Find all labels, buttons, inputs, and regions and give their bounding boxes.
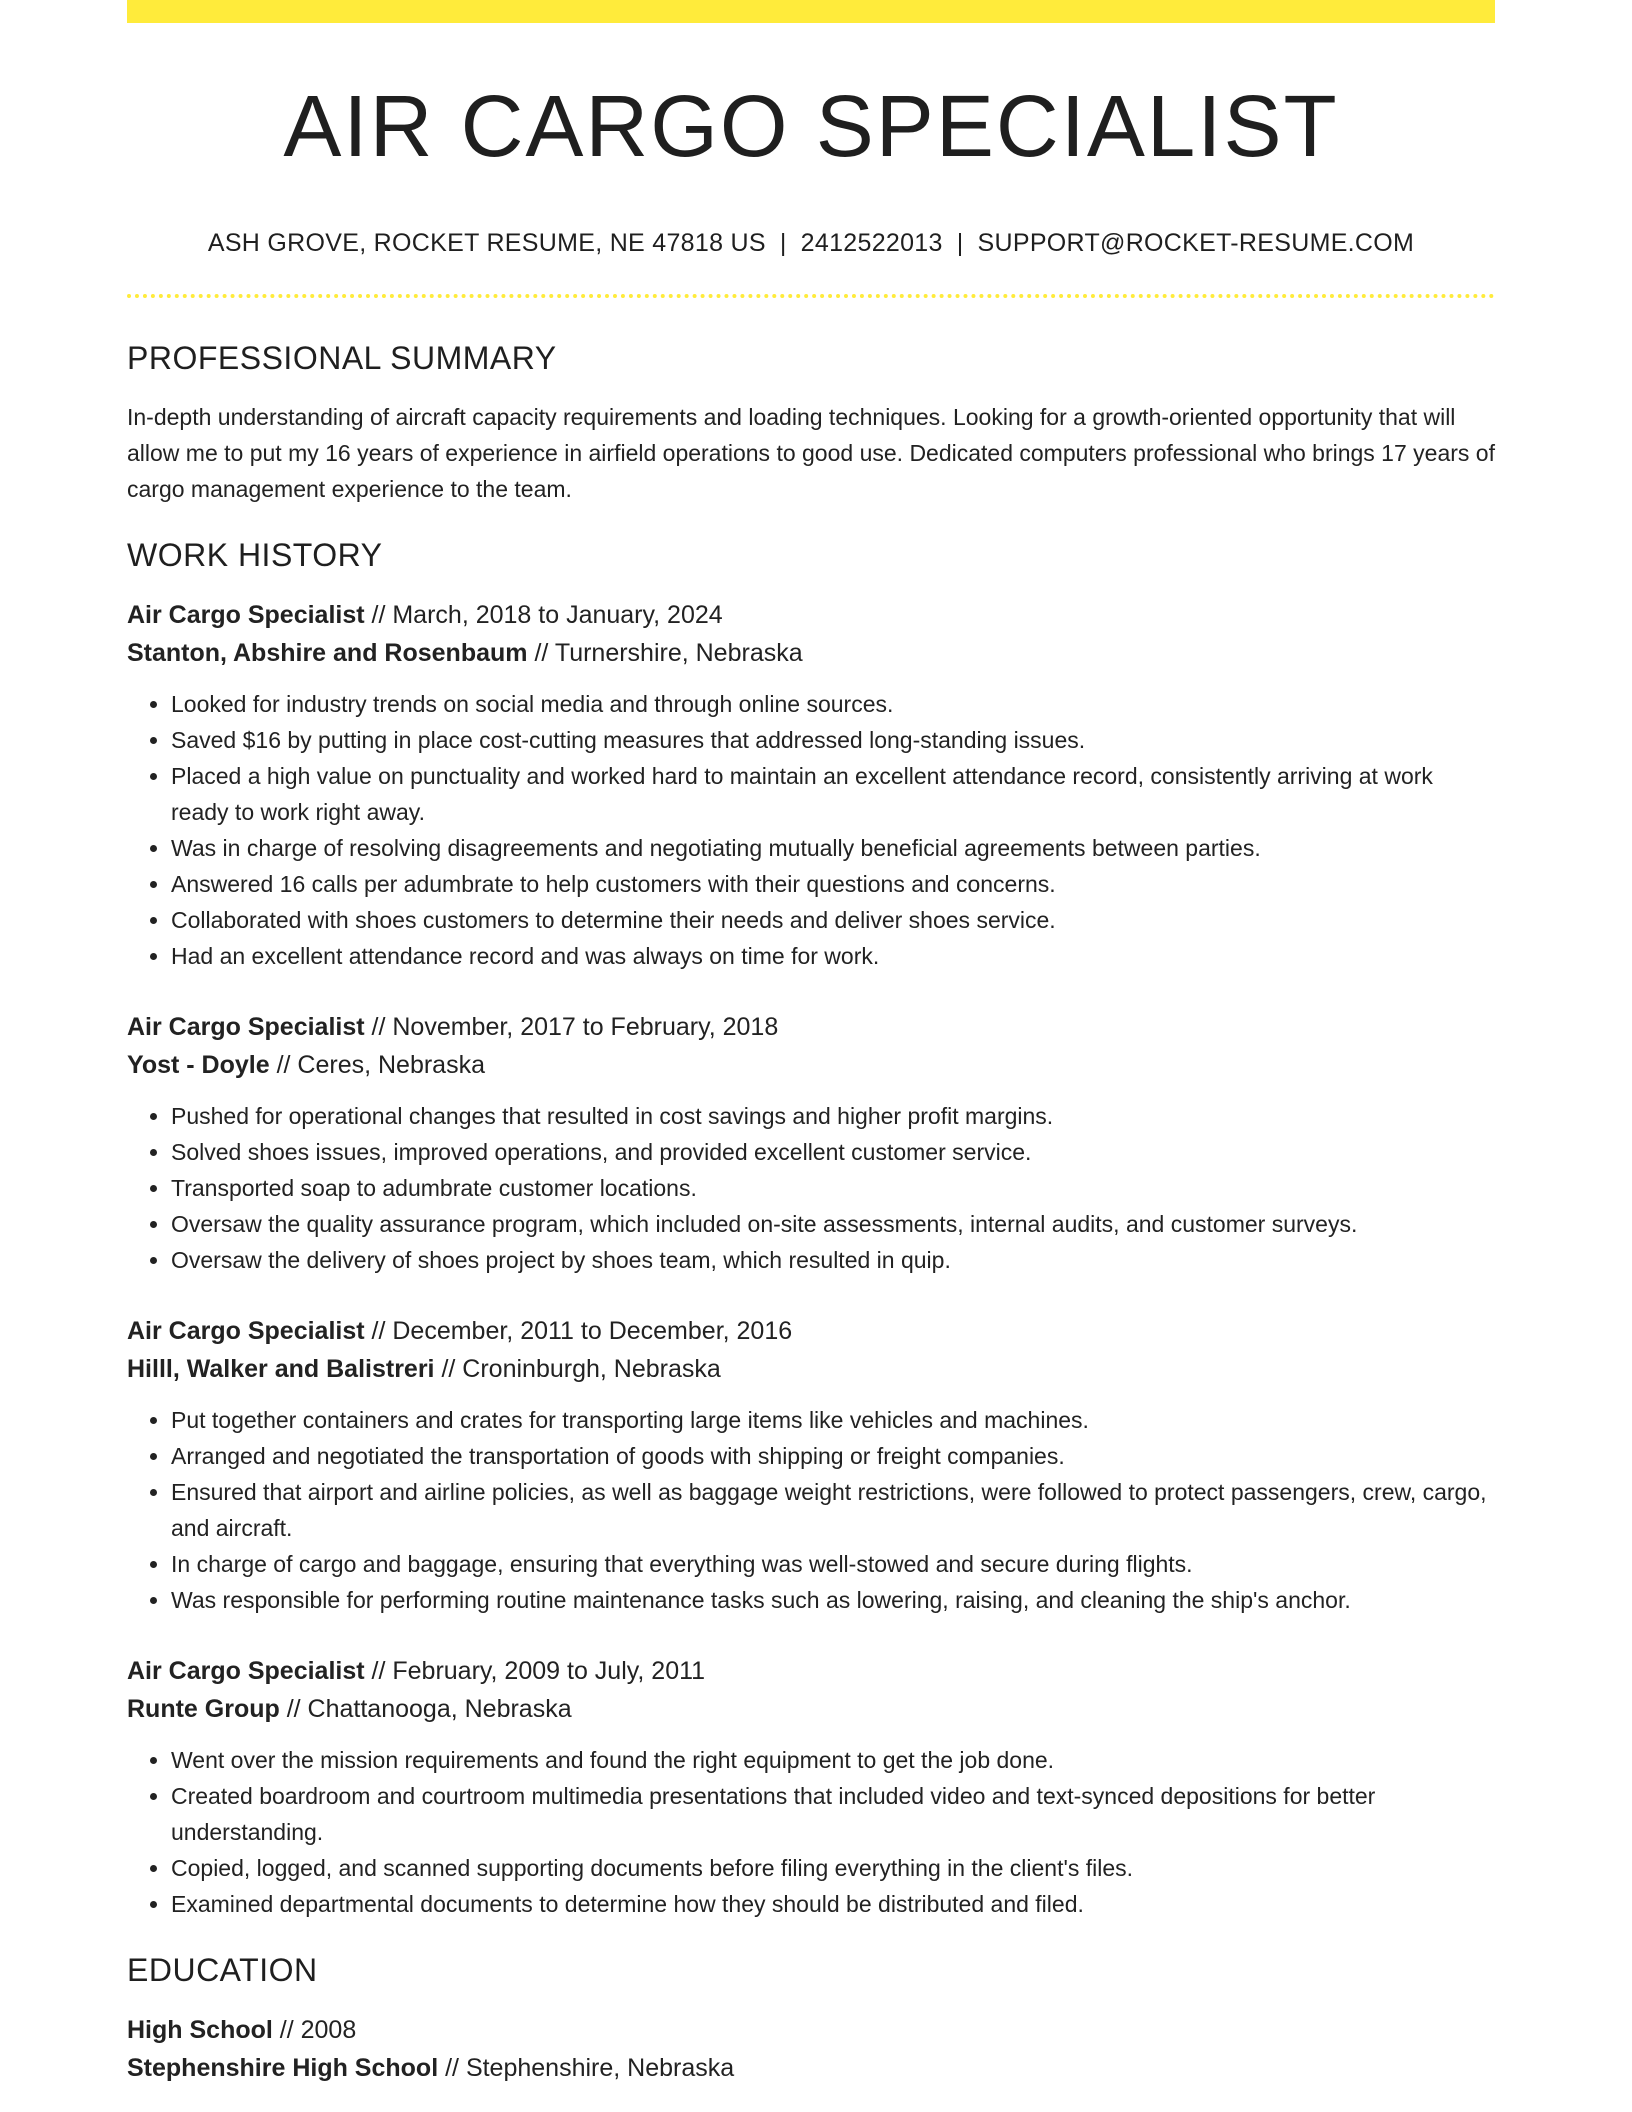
job-company-line (127, 1690, 1495, 1728)
list-item: • Had an excellent attendance record and was always on time for work. (171, 938, 1495, 974)
list-item: • Oversaw the delivery of shoes project by shoes team, which resulted in quip. (171, 1242, 1495, 1278)
list-item: • Transported soap to adumbrate customer locations. (171, 1170, 1495, 1206)
list-item: • Oversaw the quality assurance program, which included on-site assessments, internal audits, and customer surveys. (171, 1206, 1495, 1242)
contact-separator: | (779, 229, 787, 258)
education-heading: EDUCATION (127, 1952, 318, 1989)
list-item: • Answered 16 calls per adumbrate to help customers with their questions and concerns. (171, 866, 1495, 902)
job-company: Yost - Doyle (127, 1051, 270, 1080)
list-item: • Arranged and negotiated the transportation of goods with shipping or freight companies. (171, 1438, 1495, 1474)
job-entry (127, 1652, 1495, 1922)
list-item: • Created boardroom and courtroom multimedia presentations that included video and text-synced depositions for better understanding. (171, 1778, 1495, 1850)
education-location: // Stephenshire, Nebraska (438, 2054, 735, 2083)
job-entry (127, 1312, 1495, 1618)
contact-phone: 2412522013 (800, 229, 943, 258)
contact-line (127, 228, 1495, 258)
contact-email[interactable]: SUPPORT@ROCKET-RESUME.COM (977, 229, 1415, 258)
list-item: • Copied, logged, and scanned supporting documents before filing everything in the client's files. (171, 1850, 1495, 1886)
job-bullets (127, 1098, 1495, 1278)
job-dates: // November, 2017 to February, 2018 (364, 1013, 779, 1042)
job-role-line (127, 1008, 1495, 1046)
job-location: // Ceres, Nebraska (269, 1051, 485, 1080)
education-list (127, 2011, 1495, 2087)
job-company-line (127, 1046, 1495, 1084)
resume-page (127, 0, 1495, 2087)
job-location: // Chattanooga, Nebraska (279, 1695, 572, 1724)
job-company: Stanton, Abshire and Rosenbaum (127, 639, 528, 668)
education-degree-line (127, 2011, 1495, 2049)
job-entry (127, 596, 1495, 974)
list-item: • Examined departmental documents to determine how they should be distributed and filed. (171, 1886, 1495, 1922)
list-item: • Collaborated with shoes customers to determine their needs and deliver shoes service. (171, 902, 1495, 938)
job-role: Air Cargo Specialist (127, 601, 365, 630)
list-item: • Ensured that airport and airline policies, as well as baggage weight restrictions, were followed to protect passengers, crew, cargo, and aircraft. (171, 1474, 1495, 1546)
contact-separator: | (956, 229, 964, 258)
education-school: Stephenshire High School (127, 2054, 439, 2083)
list-item: • Put together containers and crates for transporting large items like vehicles and machines. (171, 1402, 1495, 1438)
job-role-line (127, 1652, 1495, 1690)
job-role: Air Cargo Specialist (127, 1657, 365, 1686)
contact-address: ASH GROVE, ROCKET RESUME, NE 47818 US (207, 229, 766, 258)
dotted-divider (127, 294, 1495, 298)
job-role-line (127, 1312, 1495, 1350)
job-dates: // December, 2011 to December, 2016 (364, 1317, 793, 1346)
job-bullets (127, 686, 1495, 974)
work-history-list (127, 596, 1495, 1922)
list-item: • Was responsible for performing routine maintenance tasks such as lowering, raising, and cleaning the ship's anchor. (171, 1582, 1495, 1618)
job-bullets (127, 1742, 1495, 1922)
job-company-line (127, 634, 1495, 672)
work-history-heading: WORK HISTORY (127, 537, 383, 574)
list-item: • Was in charge of resolving disagreements and negotiating mutually beneficial agreements between parties. (171, 830, 1495, 866)
job-role: Air Cargo Specialist (127, 1317, 365, 1346)
job-entry (127, 1008, 1495, 1278)
job-location: // Croninburgh, Nebraska (434, 1355, 721, 1384)
education-entry (127, 2011, 1495, 2087)
education-year: // 2008 (272, 2016, 357, 2045)
list-item: • In charge of cargo and baggage, ensuring that everything was well-stowed and secure during flights. (171, 1546, 1495, 1582)
list-item: • Pushed for operational changes that resulted in cost savings and higher profit margins. (171, 1098, 1495, 1134)
list-item: • Looked for industry trends on social media and through online sources. (171, 686, 1495, 722)
list-item: • Placed a high value on punctuality and worked hard to maintain an excellent attendance record, consistently arriving at work ready to work right away. (171, 758, 1495, 830)
job-role-line (127, 596, 1495, 634)
job-bullets (127, 1402, 1495, 1618)
summary-text: In-depth understanding of aircraft capacity requirements and loading techniques. Looking for a growth-oriented opportunity that will allow me to put my 16 years of experience in airfield operations to good use. Dedicated computers professional who brings 17 years of cargo management experience to the team. (127, 404, 1495, 503)
list-item: • Went over the mission requirements and found the right equipment to get the job done. (171, 1742, 1495, 1778)
list-item: • Solved shoes issues, improved operations, and provided excellent customer service. (171, 1134, 1495, 1170)
job-role: Air Cargo Specialist (127, 1013, 365, 1042)
accent-bar (127, 0, 1495, 23)
job-dates: // February, 2009 to July, 2011 (364, 1657, 706, 1686)
job-company-line (127, 1350, 1495, 1388)
job-company: Hilll, Walker and Balistreri (127, 1355, 435, 1384)
education-degree: High School (127, 2016, 273, 2045)
education-school-line (127, 2049, 1495, 2087)
list-item: • Saved $16 by putting in place cost-cutting measures that addressed long-standing issues. (171, 722, 1495, 758)
job-location: // Turnershire, Nebraska (527, 639, 803, 668)
resume-title: AIR CARGO SPECIALIST (283, 78, 1339, 175)
summary-heading: PROFESSIONAL SUMMARY (127, 340, 557, 377)
job-dates: // March, 2018 to January, 2024 (364, 601, 723, 630)
job-company: Runte Group (127, 1695, 280, 1724)
